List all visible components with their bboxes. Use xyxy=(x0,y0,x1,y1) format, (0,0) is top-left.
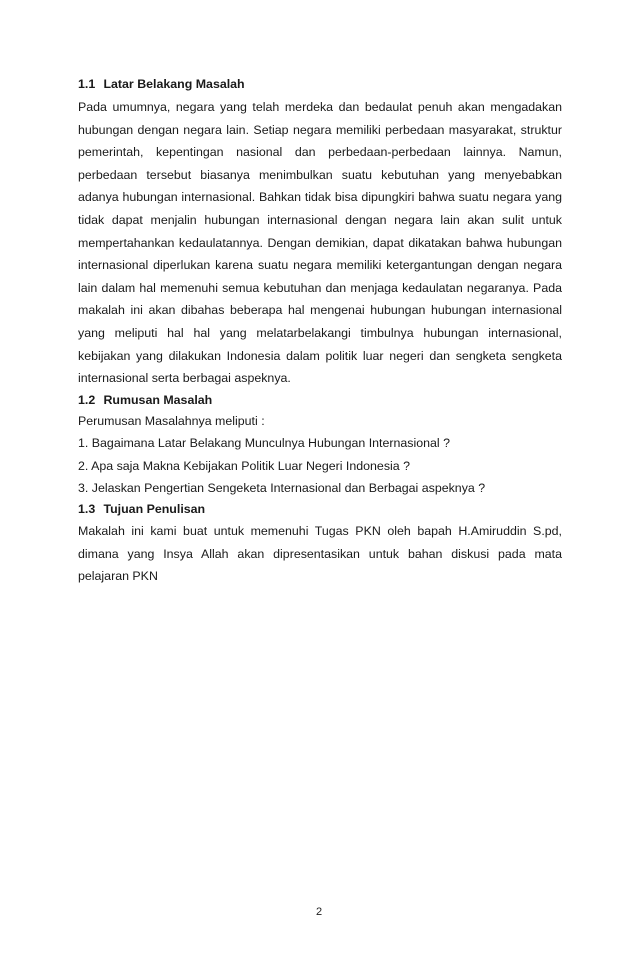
rumusan-item-3: 3. Jelaskan Pengertian Sengeketa Internasional dan Berbagai aspeknya ? xyxy=(78,480,486,495)
section-number: 1.1 xyxy=(78,77,96,91)
rumusan-item-2: 2. Apa saja Makna Kebijakan Politik Luar Negeri Indonesia ? xyxy=(78,458,410,473)
section-title: Latar Belakang Masalah xyxy=(103,77,245,91)
section-number: 1.2 xyxy=(78,392,96,407)
latar-belakang-paragraph: Pada umumnya, negara yang telah merdeka dan bedaulat penuh akan mengadakan hubungan dengan negara lain. Setiap negara memiliki perbedaan masyarakat, struktur pemerintah, kepentingan nasional dan perbedaan-perbedaan lainnya. Namun, perbedaan tersebut biasanya menimbulkan suatu kebutuhan yang menyebabkan adanya hubungan internasional. Bahkan tidak bisa dipungkiri bahwa suatu negara yang tidak dapat menjalin hubungan internasional dengan negara lain akan sulit untuk mempertahankan kedaulatannya. Dengan demikian, dapat dikatakan bahwa hubungan internasional diperlukan karena suatu negara memiliki ketergantungan dengan negara lain dalam hal memenuhi semua kebutuhan dan menjaga kedaulatan negaranya. Pada makalah ini akan dibahas beberapa hal mengenai hubungan hubungan internasional yang meliputi hal hal yang melatarbelakangi timbulnya hubungan internasional, kebijakan yang dilakukan Indonesia dalam politik luar negeri dan sengketa sengketa internasional serta berbagai aspeknya. xyxy=(78,100,562,386)
tujuan-penulisan-paragraph: Makalah ini kami buat untuk memenuhi Tugas PKN oleh bapah H.Amiruddin S.pd, dimana yang Insya Allah akan dipresentasikan untuk bahan diskusi pada mata pelajaran PKN xyxy=(78,524,562,584)
page-number: 2 xyxy=(315,906,323,918)
section-number: 1.3 xyxy=(78,502,96,517)
section-heading-tujuan-penulisan xyxy=(78,499,562,519)
section-heading-rumusan-masalah xyxy=(78,390,562,410)
section-title: Rumusan Masalah xyxy=(103,392,213,407)
rumusan-item-1: 1. Bagaimana Latar Belakang Munculnya Hubungan Internasional ? xyxy=(78,436,450,451)
rumusan-intro: Perumusan Masalahnya meliputi : xyxy=(78,413,265,428)
section-heading-latar-belakang xyxy=(78,74,562,94)
page-content xyxy=(78,70,562,588)
section-title: Tujuan Penulisan xyxy=(103,502,206,517)
